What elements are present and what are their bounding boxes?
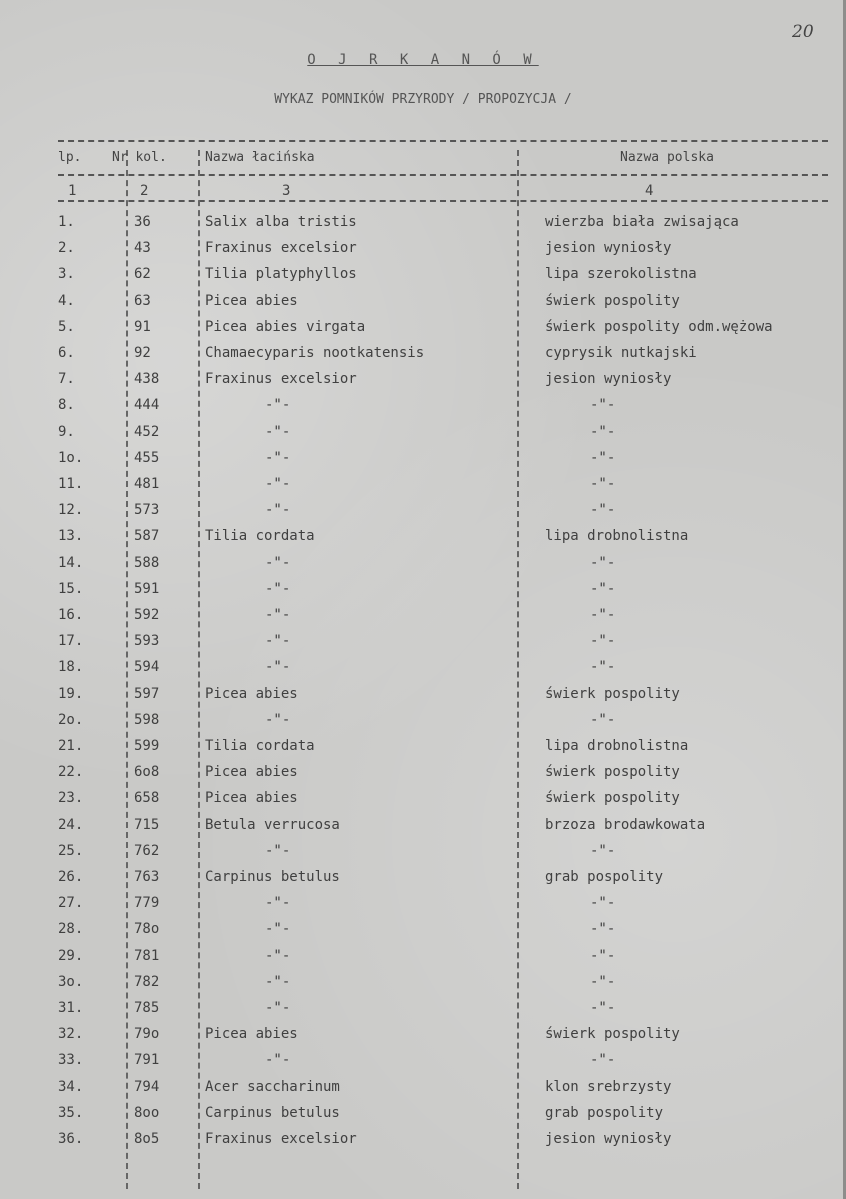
row-lp: 1o. xyxy=(58,449,84,466)
table-row xyxy=(0,1052,846,1078)
row-latin-name: Fraxinus excelsior xyxy=(205,240,357,257)
row-polish-name: -"- xyxy=(590,476,616,492)
row-latin-name: -"- xyxy=(265,607,291,623)
row-latin-name: -"- xyxy=(265,633,291,650)
row-latin-name: Picea abies xyxy=(205,1026,298,1043)
row-polish-name: klon srebrzysty xyxy=(545,1078,672,1095)
column-number-rule xyxy=(58,200,828,202)
table-row xyxy=(0,843,846,869)
row-nr-kol: 781 xyxy=(134,947,160,964)
row-lp: 8. xyxy=(58,397,75,414)
row-polish-name: -"- xyxy=(590,397,616,414)
row-nr-kol: 593 xyxy=(134,633,160,650)
table-row xyxy=(0,555,846,581)
table-row xyxy=(0,817,846,843)
row-polish-name: świerk pospolity xyxy=(545,685,680,702)
column-number: 3 xyxy=(282,183,291,199)
table-row xyxy=(0,397,846,423)
header-rule xyxy=(58,174,828,176)
row-latin-name: -"- xyxy=(265,449,291,466)
row-polish-name: -"- xyxy=(590,711,616,728)
header-lp: lp. xyxy=(58,150,82,165)
table-row xyxy=(0,764,846,790)
row-nr-kol: 588 xyxy=(134,554,160,571)
row-polish-name: -"- xyxy=(590,1000,616,1016)
row-lp: 36. xyxy=(58,1131,84,1147)
row-nr-kol: 438 xyxy=(134,371,160,388)
row-polish-name: grab pospolity xyxy=(545,869,664,885)
row-latin-name: -"- xyxy=(265,947,291,964)
header-latin-name: Nazwa łacińska xyxy=(205,150,315,165)
row-latin-name: Carpinus betulus xyxy=(205,1104,340,1121)
row-latin-name: Fraxinus excelsior xyxy=(205,1131,357,1147)
document-subtitle: WYKAZ POMNIKÓW PRZYRODY / PROPOZYCJA / xyxy=(274,92,572,107)
column-number: 1 xyxy=(68,183,77,199)
table-row xyxy=(0,319,846,345)
header-nr-kol: Nr kol. xyxy=(112,150,167,165)
row-polish-name: -"- xyxy=(590,921,616,938)
row-lp: 2o. xyxy=(58,711,84,728)
row-lp: 2. xyxy=(58,240,75,257)
row-lp: 14. xyxy=(58,554,84,571)
row-lp: 11. xyxy=(58,476,84,492)
row-latin-name: Tilia cordata xyxy=(205,528,315,545)
row-polish-name: grab pospolity xyxy=(545,1104,664,1121)
row-polish-name: -"- xyxy=(590,449,616,466)
row-latin-name: -"- xyxy=(265,711,291,728)
row-latin-name: Tilia cordata xyxy=(205,738,315,754)
row-lp: 3o. xyxy=(58,973,84,990)
row-polish-name: -"- xyxy=(590,1052,616,1069)
row-nr-kol: 779 xyxy=(134,895,160,912)
row-latin-name: Picea abies xyxy=(205,790,298,807)
row-polish-name: -"- xyxy=(590,633,616,650)
row-lp: 12. xyxy=(58,502,84,519)
row-lp: 6. xyxy=(58,345,75,361)
row-latin-name: Betula verrucosa xyxy=(205,816,340,833)
row-polish-name: -"- xyxy=(590,423,616,440)
table-row xyxy=(0,712,846,738)
row-nr-kol: 78o xyxy=(134,921,160,938)
table-row xyxy=(0,214,846,240)
table-row xyxy=(0,528,846,554)
row-nr-kol: 591 xyxy=(134,580,160,597)
row-lp: 17. xyxy=(58,633,84,650)
row-latin-name: Picea abies virgata xyxy=(205,318,366,335)
table-row xyxy=(0,790,846,816)
table-row xyxy=(0,581,846,607)
row-nr-kol: 715 xyxy=(134,816,160,833)
row-latin-name: Carpinus betulus xyxy=(205,869,340,885)
row-latin-name: -"- xyxy=(265,1000,291,1016)
row-lp: 33. xyxy=(58,1052,84,1069)
table-row xyxy=(0,476,846,502)
row-lp: 4. xyxy=(58,292,75,309)
row-latin-name: Picea abies xyxy=(205,685,298,702)
row-polish-name: świerk pospolity xyxy=(545,292,680,309)
row-polish-name: świerk pospolity odm.wężowa xyxy=(545,318,773,335)
header-polish-name: Nazwa polska xyxy=(620,150,714,165)
row-polish-name: -"- xyxy=(590,580,616,597)
row-latin-name: -"- xyxy=(265,580,291,597)
row-nr-kol: 794 xyxy=(134,1078,160,1095)
row-nr-kol: 62 xyxy=(134,266,151,283)
row-nr-kol: 8o5 xyxy=(134,1131,160,1147)
table-row xyxy=(0,921,846,947)
table-row xyxy=(0,1131,846,1157)
row-lp: 1. xyxy=(58,214,75,230)
row-nr-kol: 791 xyxy=(134,1052,160,1069)
page-number: 20 xyxy=(792,22,814,42)
row-latin-name: Picea abies xyxy=(205,764,298,781)
row-latin-name: -"- xyxy=(265,476,291,492)
row-lp: 3. xyxy=(58,266,75,283)
row-polish-name: lipa szerokolistna xyxy=(545,266,697,283)
row-latin-name: -"- xyxy=(265,921,291,938)
row-nr-kol: 63 xyxy=(134,292,151,309)
table-row xyxy=(0,1000,846,1026)
row-lp: 26. xyxy=(58,869,84,885)
row-nr-kol: 597 xyxy=(134,685,160,702)
row-lp: 29. xyxy=(58,947,84,964)
row-latin-name: -"- xyxy=(265,842,291,859)
row-polish-name: jesion wyniosły xyxy=(545,240,672,257)
row-nr-kol: 79o xyxy=(134,1026,160,1043)
row-lp: 19. xyxy=(58,685,84,702)
row-lp: 34. xyxy=(58,1078,84,1095)
row-lp: 25. xyxy=(58,842,84,859)
column-number: 2 xyxy=(140,183,149,199)
row-lp: 22. xyxy=(58,764,84,781)
table-row xyxy=(0,607,846,633)
table-top-rule xyxy=(58,140,828,142)
row-nr-kol: 587 xyxy=(134,528,160,545)
row-nr-kol: 658 xyxy=(134,790,160,807)
row-lp: 16. xyxy=(58,607,84,623)
row-nr-kol: 6o8 xyxy=(134,764,160,781)
row-latin-name: Fraxinus excelsior xyxy=(205,371,357,388)
table-row xyxy=(0,450,846,476)
table-row xyxy=(0,869,846,895)
row-nr-kol: 481 xyxy=(134,476,160,492)
row-nr-kol: 763 xyxy=(134,869,160,885)
table-row xyxy=(0,948,846,974)
row-latin-name: -"- xyxy=(265,554,291,571)
row-latin-name: Acer saccharinum xyxy=(205,1078,340,1095)
row-lp: 15. xyxy=(58,580,84,597)
row-nr-kol: 762 xyxy=(134,842,160,859)
row-polish-name: -"- xyxy=(590,895,616,912)
row-latin-name: -"- xyxy=(265,895,291,912)
table-row xyxy=(0,633,846,659)
row-nr-kol: 452 xyxy=(134,423,160,440)
row-polish-name: świerk pospolity xyxy=(545,1026,680,1043)
row-lp: 9. xyxy=(58,423,75,440)
table-row xyxy=(0,345,846,371)
row-latin-name: Picea abies xyxy=(205,292,298,309)
row-latin-name: -"- xyxy=(265,659,291,676)
table-row xyxy=(0,502,846,528)
row-lp: 5. xyxy=(58,318,75,335)
row-polish-name: świerk pospolity xyxy=(545,790,680,807)
row-nr-kol: 36 xyxy=(134,214,151,230)
row-latin-name: -"- xyxy=(265,423,291,440)
row-latin-name: Salix alba tristis xyxy=(205,214,357,230)
row-polish-name: jesion wyniosły xyxy=(545,1131,672,1147)
row-lp: 13. xyxy=(58,528,84,545)
row-polish-name: wierzba biała zwisająca xyxy=(545,214,739,230)
table-row xyxy=(0,240,846,266)
row-latin-name: -"- xyxy=(265,397,291,414)
row-nr-kol: 91 xyxy=(134,318,151,335)
row-latin-name: -"- xyxy=(265,1052,291,1069)
row-nr-kol: 594 xyxy=(134,659,160,676)
column-number: 4 xyxy=(645,183,654,199)
table-row xyxy=(0,1079,846,1105)
table-row xyxy=(0,371,846,397)
row-lp: 24. xyxy=(58,816,84,833)
row-lp: 21. xyxy=(58,738,84,754)
table-row xyxy=(0,686,846,712)
table-row xyxy=(0,424,846,450)
table-row xyxy=(0,266,846,292)
row-lp: 31. xyxy=(58,1000,84,1016)
row-polish-name: -"- xyxy=(590,842,616,859)
row-polish-name: cyprysik nutkajski xyxy=(545,345,697,361)
row-lp: 18. xyxy=(58,659,84,676)
row-polish-name: jesion wyniosły xyxy=(545,371,672,388)
table-row xyxy=(0,293,846,319)
row-nr-kol: 598 xyxy=(134,711,160,728)
row-lp: 35. xyxy=(58,1104,84,1121)
row-latin-name: -"- xyxy=(265,973,291,990)
document-title: O J R K A N Ó W xyxy=(307,52,539,68)
row-nr-kol: 785 xyxy=(134,1000,160,1016)
row-nr-kol: 455 xyxy=(134,449,160,466)
row-lp: 27. xyxy=(58,895,84,912)
row-latin-name: Chamaecyparis nootkatensis xyxy=(205,345,425,361)
row-polish-name: -"- xyxy=(590,607,616,623)
table-row xyxy=(0,659,846,685)
table-row xyxy=(0,1105,846,1131)
row-nr-kol: 43 xyxy=(134,240,151,257)
row-nr-kol: 8oo xyxy=(134,1104,160,1121)
row-lp: 28. xyxy=(58,921,84,938)
row-nr-kol: 599 xyxy=(134,738,160,754)
row-nr-kol: 782 xyxy=(134,973,160,990)
row-lp: 23. xyxy=(58,790,84,807)
row-nr-kol: 92 xyxy=(134,345,151,361)
row-polish-name: -"- xyxy=(590,502,616,519)
row-polish-name: świerk pospolity xyxy=(545,764,680,781)
row-nr-kol: 573 xyxy=(134,502,160,519)
table-row xyxy=(0,895,846,921)
table-row xyxy=(0,738,846,764)
row-polish-name: lipa drobnolistna xyxy=(545,528,689,545)
row-polish-name: -"- xyxy=(590,973,616,990)
row-polish-name: -"- xyxy=(590,947,616,964)
row-lp: 32. xyxy=(58,1026,84,1043)
row-lp: 7. xyxy=(58,371,75,388)
row-polish-name: -"- xyxy=(590,659,616,676)
row-polish-name: lipa drobnolistna xyxy=(545,738,689,754)
table-row xyxy=(0,1026,846,1052)
row-nr-kol: 592 xyxy=(134,607,160,623)
row-latin-name: Tilia platyphyllos xyxy=(205,266,357,283)
row-latin-name: -"- xyxy=(265,502,291,519)
row-polish-name: -"- xyxy=(590,554,616,571)
row-polish-name: brzoza brodawkowata xyxy=(545,816,706,833)
row-nr-kol: 444 xyxy=(134,397,160,414)
table-row xyxy=(0,974,846,1000)
